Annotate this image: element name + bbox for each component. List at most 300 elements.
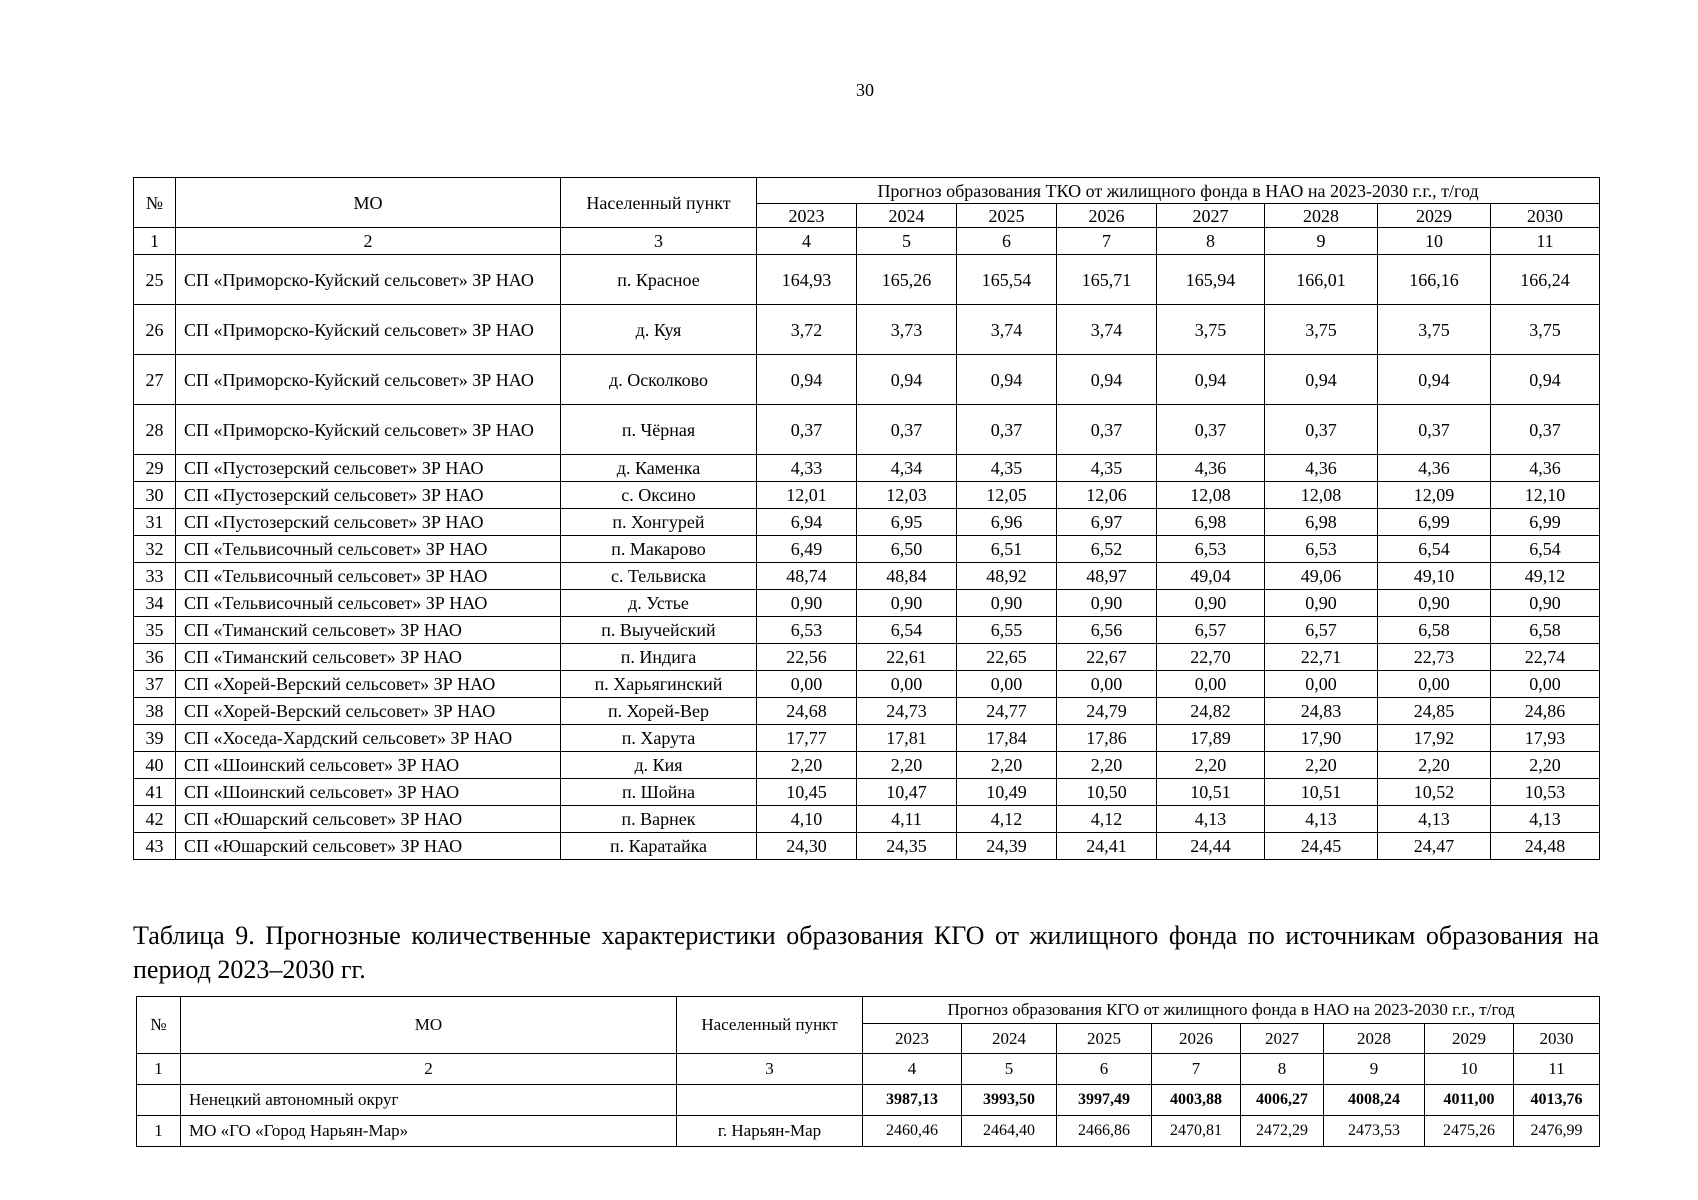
row-value: 0,94 bbox=[857, 355, 957, 405]
row-value: 4,12 bbox=[957, 806, 1057, 833]
row-value: 4013,76 bbox=[1514, 1085, 1600, 1116]
row-value: 6,98 bbox=[1157, 509, 1265, 536]
column-number: 3 bbox=[677, 1054, 863, 1085]
row-value: 3,72 bbox=[757, 305, 857, 355]
row-value: 0,37 bbox=[1057, 405, 1157, 455]
row-settlement: п. Шойна bbox=[561, 779, 757, 806]
column-number: 6 bbox=[1057, 1054, 1152, 1085]
row-value: 24,77 bbox=[957, 698, 1057, 725]
row-value: 48,84 bbox=[857, 563, 957, 590]
column-number: 1 bbox=[134, 228, 176, 255]
row-value: 24,45 bbox=[1265, 833, 1378, 860]
row-mo: СП «Тельвисочный сельсовет» ЗР НАО bbox=[176, 590, 561, 617]
row-settlement: п. Харьягинский bbox=[561, 671, 757, 698]
row-value: 17,84 bbox=[957, 725, 1057, 752]
row-mo: Ненецкий автономный округ bbox=[181, 1085, 677, 1116]
row-number: 43 bbox=[134, 833, 176, 860]
row-number: 35 bbox=[134, 617, 176, 644]
table-row bbox=[137, 1116, 1600, 1147]
row-value: 4,13 bbox=[1157, 806, 1265, 833]
row-value: 12,08 bbox=[1265, 482, 1378, 509]
row-value: 24,79 bbox=[1057, 698, 1157, 725]
row-mo: СП «Пустозерский сельсовет» ЗР НАО bbox=[176, 455, 561, 482]
row-value: 24,48 bbox=[1491, 833, 1600, 860]
year-header: 2023 bbox=[863, 1024, 962, 1054]
year-header: 2027 bbox=[1241, 1024, 1324, 1054]
row-value: 6,53 bbox=[1265, 536, 1378, 563]
row-number: 34 bbox=[134, 590, 176, 617]
row-value: 3,75 bbox=[1265, 305, 1378, 355]
row-value: 0,00 bbox=[1057, 671, 1157, 698]
row-value: 4,13 bbox=[1378, 806, 1491, 833]
row-value: 3987,13 bbox=[863, 1085, 962, 1116]
row-value: 24,83 bbox=[1265, 698, 1378, 725]
row-mo: СП «Приморско-Куйский сельсовет» ЗР НАО bbox=[176, 305, 561, 355]
row-value: 22,61 bbox=[857, 644, 957, 671]
row-value: 6,97 bbox=[1057, 509, 1157, 536]
table-row bbox=[134, 405, 1600, 455]
row-mo: СП «Тиманский сельсовет» ЗР НАО bbox=[176, 617, 561, 644]
row-value: 2470,81 bbox=[1152, 1116, 1241, 1147]
page-number: 30 bbox=[856, 80, 874, 100]
table-row bbox=[134, 671, 1600, 698]
year-header: 2030 bbox=[1491, 204, 1600, 228]
row-value: 6,58 bbox=[1491, 617, 1600, 644]
row-number: 37 bbox=[134, 671, 176, 698]
row-value: 22,65 bbox=[957, 644, 1057, 671]
row-value: 0,90 bbox=[1378, 590, 1491, 617]
row-value: 48,92 bbox=[957, 563, 1057, 590]
row-value: 12,05 bbox=[957, 482, 1057, 509]
table-row bbox=[134, 536, 1600, 563]
row-settlement: п. Выучейский bbox=[561, 617, 757, 644]
year-header: 2026 bbox=[1152, 1024, 1241, 1054]
row-value: 2,20 bbox=[1378, 752, 1491, 779]
year-header: 2030 bbox=[1514, 1024, 1600, 1054]
row-settlement: п. Варнек bbox=[561, 806, 757, 833]
row-value: 2,20 bbox=[1265, 752, 1378, 779]
row-value: 24,47 bbox=[1378, 833, 1491, 860]
header-forecast-group: Прогноз образования ТКО от жилищного фонда в НАО на 2023-2030 г.г., т/год bbox=[757, 178, 1600, 204]
row-value: 2,20 bbox=[957, 752, 1057, 779]
row-value: 6,99 bbox=[1378, 509, 1491, 536]
row-value: 4003,88 bbox=[1152, 1085, 1241, 1116]
row-value: 6,58 bbox=[1378, 617, 1491, 644]
row-value: 165,54 bbox=[957, 255, 1057, 305]
row-mo: СП «Шоинский сельсовет» ЗР НАО bbox=[176, 752, 561, 779]
header-mo: МО bbox=[176, 178, 561, 228]
waste-forecast-table bbox=[133, 177, 1600, 860]
row-value: 0,00 bbox=[1265, 671, 1378, 698]
row-settlement: д. Устье bbox=[561, 590, 757, 617]
row-number: 26 bbox=[134, 305, 176, 355]
table-row bbox=[134, 617, 1600, 644]
row-mo: СП «Тельвисочный сельсовет» ЗР НАО bbox=[176, 563, 561, 590]
row-number: 27 bbox=[134, 355, 176, 405]
row-settlement: д. Каменка bbox=[561, 455, 757, 482]
row-value: 4,35 bbox=[1057, 455, 1157, 482]
row-value: 10,47 bbox=[857, 779, 957, 806]
row-value: 49,10 bbox=[1378, 563, 1491, 590]
row-value: 10,52 bbox=[1378, 779, 1491, 806]
bulky-waste-forecast-table bbox=[136, 996, 1600, 1147]
column-number: 9 bbox=[1265, 228, 1378, 255]
row-value: 12,03 bbox=[857, 482, 957, 509]
table-row bbox=[134, 305, 1600, 355]
row-value: 10,51 bbox=[1265, 779, 1378, 806]
row-value: 6,53 bbox=[757, 617, 857, 644]
header-no: № bbox=[137, 997, 181, 1054]
row-number bbox=[137, 1085, 181, 1116]
year-header: 2029 bbox=[1378, 204, 1491, 228]
row-value: 6,94 bbox=[757, 509, 857, 536]
column-number: 1 bbox=[137, 1054, 181, 1085]
row-value: 6,54 bbox=[1491, 536, 1600, 563]
table-row bbox=[134, 563, 1600, 590]
row-value: 0,94 bbox=[1491, 355, 1600, 405]
row-value: 2,20 bbox=[757, 752, 857, 779]
row-settlement: п. Красное bbox=[561, 255, 757, 305]
row-value: 10,51 bbox=[1157, 779, 1265, 806]
row-value: 6,98 bbox=[1265, 509, 1378, 536]
row-settlement: с. Тельвиска bbox=[561, 563, 757, 590]
column-number: 11 bbox=[1491, 228, 1600, 255]
row-settlement: п. Индига bbox=[561, 644, 757, 671]
row-value: 6,57 bbox=[1157, 617, 1265, 644]
row-settlement: п. Харута bbox=[561, 725, 757, 752]
row-value: 49,04 bbox=[1157, 563, 1265, 590]
row-mo: СП «Пустозерский сельсовет» ЗР НАО bbox=[176, 509, 561, 536]
row-mo: СП «Хорей-Верский сельсовет» ЗР НАО bbox=[176, 671, 561, 698]
row-value: 24,35 bbox=[857, 833, 957, 860]
row-settlement: д. Осколково bbox=[561, 355, 757, 405]
row-value: 22,67 bbox=[1057, 644, 1157, 671]
row-number: 36 bbox=[134, 644, 176, 671]
row-value: 0,00 bbox=[957, 671, 1057, 698]
row-value: 6,55 bbox=[957, 617, 1057, 644]
column-number: 8 bbox=[1157, 228, 1265, 255]
row-value: 10,53 bbox=[1491, 779, 1600, 806]
row-value: 0,94 bbox=[957, 355, 1057, 405]
row-value: 2460,46 bbox=[863, 1116, 962, 1147]
column-number: 7 bbox=[1057, 228, 1157, 255]
row-value: 4,36 bbox=[1265, 455, 1378, 482]
row-value: 4,13 bbox=[1491, 806, 1600, 833]
year-header: 2026 bbox=[1057, 204, 1157, 228]
row-value: 24,41 bbox=[1057, 833, 1157, 860]
row-value: 6,95 bbox=[857, 509, 957, 536]
row-mo: СП «Хоседа-Хардский сельсовет» ЗР НАО bbox=[176, 725, 561, 752]
row-value: 12,09 bbox=[1378, 482, 1491, 509]
row-value: 0,94 bbox=[757, 355, 857, 405]
column-number: 11 bbox=[1514, 1054, 1600, 1085]
row-value: 4011,00 bbox=[1425, 1085, 1514, 1116]
row-value: 24,44 bbox=[1157, 833, 1265, 860]
row-value: 2,20 bbox=[1057, 752, 1157, 779]
row-mo: СП «Приморско-Куйский сельсовет» ЗР НАО bbox=[176, 355, 561, 405]
year-header: 2028 bbox=[1265, 204, 1378, 228]
row-value: 48,74 bbox=[757, 563, 857, 590]
row-value: 6,50 bbox=[857, 536, 957, 563]
row-value: 164,93 bbox=[757, 255, 857, 305]
row-value: 0,94 bbox=[1157, 355, 1265, 405]
table-row bbox=[137, 1085, 1600, 1116]
row-settlement: д. Куя bbox=[561, 305, 757, 355]
row-value: 0,90 bbox=[1057, 590, 1157, 617]
table-row bbox=[134, 752, 1600, 779]
row-value: 22,74 bbox=[1491, 644, 1600, 671]
row-value: 0,90 bbox=[1491, 590, 1600, 617]
row-mo: МО «ГО «Город Нарьян-Мар» bbox=[181, 1116, 677, 1147]
row-value: 10,45 bbox=[757, 779, 857, 806]
table-row bbox=[134, 644, 1600, 671]
header-mo: МО bbox=[181, 997, 677, 1054]
table-row bbox=[134, 833, 1600, 860]
row-value: 165,26 bbox=[857, 255, 957, 305]
row-value: 17,89 bbox=[1157, 725, 1265, 752]
row-value: 12,10 bbox=[1491, 482, 1600, 509]
row-value: 3993,50 bbox=[962, 1085, 1057, 1116]
row-settlement: п. Каратайка bbox=[561, 833, 757, 860]
row-value: 0,00 bbox=[1491, 671, 1600, 698]
table-row bbox=[134, 590, 1600, 617]
row-settlement: с. Оксино bbox=[561, 482, 757, 509]
row-number: 40 bbox=[134, 752, 176, 779]
row-value: 2466,86 bbox=[1057, 1116, 1152, 1147]
row-number: 28 bbox=[134, 405, 176, 455]
row-value: 24,30 bbox=[757, 833, 857, 860]
row-value: 22,71 bbox=[1265, 644, 1378, 671]
row-value: 0,94 bbox=[1378, 355, 1491, 405]
row-value: 166,16 bbox=[1378, 255, 1491, 305]
row-number: 1 bbox=[137, 1116, 181, 1147]
row-value: 3,75 bbox=[1378, 305, 1491, 355]
row-settlement: п. Хонгурей bbox=[561, 509, 757, 536]
row-value: 0,00 bbox=[757, 671, 857, 698]
row-mo: СП «Пустозерский сельсовет» ЗР НАО bbox=[176, 482, 561, 509]
row-value: 48,97 bbox=[1057, 563, 1157, 590]
header-no: № bbox=[134, 178, 176, 228]
row-value: 0,37 bbox=[857, 405, 957, 455]
year-header: 2025 bbox=[1057, 1024, 1152, 1054]
header-settlement: Населенный пункт bbox=[561, 178, 757, 228]
row-value: 12,01 bbox=[757, 482, 857, 509]
row-value: 3,75 bbox=[1491, 305, 1600, 355]
row-value: 165,71 bbox=[1057, 255, 1157, 305]
row-value: 0,37 bbox=[1265, 405, 1378, 455]
row-value: 12,08 bbox=[1157, 482, 1265, 509]
row-value: 6,96 bbox=[957, 509, 1057, 536]
column-number: 2 bbox=[181, 1054, 677, 1085]
column-number: 10 bbox=[1378, 228, 1491, 255]
row-number: 31 bbox=[134, 509, 176, 536]
table-row bbox=[134, 482, 1600, 509]
column-number: 8 bbox=[1241, 1054, 1324, 1085]
table-row bbox=[134, 455, 1600, 482]
row-value: 6,56 bbox=[1057, 617, 1157, 644]
row-number: 25 bbox=[134, 255, 176, 305]
header-settlement: Населенный пункт bbox=[677, 997, 863, 1054]
table-caption: Таблица 9. Прогнозные количественные характеристики образования КГО от жилищного фонда по источникам образования на период 2023–2030 гг. bbox=[133, 921, 1599, 984]
row-mo: СП «Приморско-Куйский сельсовет» ЗР НАО bbox=[176, 255, 561, 305]
row-value: 6,57 bbox=[1265, 617, 1378, 644]
row-value: 165,94 bbox=[1157, 255, 1265, 305]
row-value: 2464,40 bbox=[962, 1116, 1057, 1147]
column-number: 2 bbox=[176, 228, 561, 255]
row-value: 3,73 bbox=[857, 305, 957, 355]
row-value: 17,77 bbox=[757, 725, 857, 752]
table-row bbox=[134, 509, 1600, 536]
row-value: 0,90 bbox=[757, 590, 857, 617]
row-value: 17,92 bbox=[1378, 725, 1491, 752]
row-value: 0,37 bbox=[957, 405, 1057, 455]
row-value: 4,36 bbox=[1157, 455, 1265, 482]
row-value: 4,36 bbox=[1491, 455, 1600, 482]
row-mo: СП «Приморско-Куйский сельсовет» ЗР НАО bbox=[176, 405, 561, 455]
row-value: 0,94 bbox=[1057, 355, 1157, 405]
row-value: 2473,53 bbox=[1324, 1116, 1425, 1147]
row-value: 2,20 bbox=[1491, 752, 1600, 779]
row-value: 6,51 bbox=[957, 536, 1057, 563]
table-row bbox=[134, 806, 1600, 833]
row-mo: СП «Тельвисочный сельсовет» ЗР НАО bbox=[176, 536, 561, 563]
column-number: 10 bbox=[1425, 1054, 1514, 1085]
row-settlement: п. Хорей-Вер bbox=[561, 698, 757, 725]
year-header: 2024 bbox=[962, 1024, 1057, 1054]
row-value: 6,49 bbox=[757, 536, 857, 563]
row-value: 6,54 bbox=[1378, 536, 1491, 563]
table-row bbox=[134, 725, 1600, 752]
column-number: 7 bbox=[1152, 1054, 1241, 1085]
row-value: 12,06 bbox=[1057, 482, 1157, 509]
row-value: 166,24 bbox=[1491, 255, 1600, 305]
column-number: 9 bbox=[1324, 1054, 1425, 1085]
row-number: 42 bbox=[134, 806, 176, 833]
row-value: 24,82 bbox=[1157, 698, 1265, 725]
row-value: 49,12 bbox=[1491, 563, 1600, 590]
header-forecast-group: Прогноз образования КГО от жилищного фонда в НАО на 2023-2030 г.г., т/год bbox=[863, 997, 1600, 1024]
row-value: 2,20 bbox=[857, 752, 957, 779]
row-mo: СП «Тиманский сельсовет» ЗР НАО bbox=[176, 644, 561, 671]
row-value: 0,94 bbox=[1265, 355, 1378, 405]
row-value: 17,86 bbox=[1057, 725, 1157, 752]
row-value: 22,70 bbox=[1157, 644, 1265, 671]
table-row bbox=[134, 779, 1600, 806]
column-number: 3 bbox=[561, 228, 757, 255]
row-value: 0,90 bbox=[1157, 590, 1265, 617]
year-header: 2027 bbox=[1157, 204, 1265, 228]
column-number: 6 bbox=[957, 228, 1057, 255]
row-value: 166,01 bbox=[1265, 255, 1378, 305]
row-value: 6,53 bbox=[1157, 536, 1265, 563]
row-value: 6,52 bbox=[1057, 536, 1157, 563]
row-number: 33 bbox=[134, 563, 176, 590]
row-value: 6,99 bbox=[1491, 509, 1600, 536]
row-value: 4,35 bbox=[957, 455, 1057, 482]
year-header: 2028 bbox=[1324, 1024, 1425, 1054]
row-value: 6,54 bbox=[857, 617, 957, 644]
year-header: 2023 bbox=[757, 204, 857, 228]
year-header: 2029 bbox=[1425, 1024, 1514, 1054]
row-value: 3,75 bbox=[1157, 305, 1265, 355]
row-value: 4,36 bbox=[1378, 455, 1491, 482]
row-number: 30 bbox=[134, 482, 176, 509]
row-mo: СП «Юшарский сельсовет» ЗР НАО bbox=[176, 833, 561, 860]
column-number: 4 bbox=[863, 1054, 962, 1085]
row-value: 0,90 bbox=[957, 590, 1057, 617]
row-value: 4,10 bbox=[757, 806, 857, 833]
row-value: 2476,99 bbox=[1514, 1116, 1600, 1147]
row-value: 17,90 bbox=[1265, 725, 1378, 752]
row-value: 17,81 bbox=[857, 725, 957, 752]
year-header: 2025 bbox=[957, 204, 1057, 228]
row-value: 4,34 bbox=[857, 455, 957, 482]
row-value: 4008,24 bbox=[1324, 1085, 1425, 1116]
year-header: 2024 bbox=[857, 204, 957, 228]
row-number: 29 bbox=[134, 455, 176, 482]
row-value: 0,37 bbox=[1157, 405, 1265, 455]
row-value: 4006,27 bbox=[1241, 1085, 1324, 1116]
row-value: 4,33 bbox=[757, 455, 857, 482]
row-value: 0,00 bbox=[1378, 671, 1491, 698]
row-number: 38 bbox=[134, 698, 176, 725]
row-value: 3,74 bbox=[1057, 305, 1157, 355]
row-value: 0,00 bbox=[1157, 671, 1265, 698]
row-value: 3,74 bbox=[957, 305, 1057, 355]
row-mo: СП «Хорей-Верский сельсовет» ЗР НАО bbox=[176, 698, 561, 725]
row-value: 0,37 bbox=[757, 405, 857, 455]
table-row bbox=[134, 698, 1600, 725]
row-value: 0,90 bbox=[857, 590, 957, 617]
row-settlement: п. Макарово bbox=[561, 536, 757, 563]
row-value: 2,20 bbox=[1157, 752, 1265, 779]
row-settlement: п. Чёрная bbox=[561, 405, 757, 455]
row-number: 41 bbox=[134, 779, 176, 806]
row-value: 4,11 bbox=[857, 806, 957, 833]
row-settlement: д. Кия bbox=[561, 752, 757, 779]
row-value: 2472,29 bbox=[1241, 1116, 1324, 1147]
row-settlement: г. Нарьян-Мар bbox=[677, 1116, 863, 1147]
row-value: 49,06 bbox=[1265, 563, 1378, 590]
row-mo: СП «Юшарский сельсовет» ЗР НАО bbox=[176, 806, 561, 833]
column-number: 5 bbox=[857, 228, 957, 255]
row-value: 0,90 bbox=[1265, 590, 1378, 617]
row-value: 22,73 bbox=[1378, 644, 1491, 671]
table-row bbox=[134, 255, 1600, 305]
row-value: 10,50 bbox=[1057, 779, 1157, 806]
row-value: 0,37 bbox=[1491, 405, 1600, 455]
row-number: 39 bbox=[134, 725, 176, 752]
row-value: 24,68 bbox=[757, 698, 857, 725]
row-number: 32 bbox=[134, 536, 176, 563]
column-number: 5 bbox=[962, 1054, 1057, 1085]
row-value: 17,93 bbox=[1491, 725, 1600, 752]
row-value: 3997,49 bbox=[1057, 1085, 1152, 1116]
row-value: 24,73 bbox=[857, 698, 957, 725]
row-value: 2475,26 bbox=[1425, 1116, 1514, 1147]
row-settlement bbox=[677, 1085, 863, 1116]
column-number: 4 bbox=[757, 228, 857, 255]
row-value: 0,37 bbox=[1378, 405, 1491, 455]
row-value: 24,85 bbox=[1378, 698, 1491, 725]
row-value: 24,39 bbox=[957, 833, 1057, 860]
table-row bbox=[134, 355, 1600, 405]
row-value: 4,12 bbox=[1057, 806, 1157, 833]
row-value: 22,56 bbox=[757, 644, 857, 671]
row-mo: СП «Шоинский сельсовет» ЗР НАО bbox=[176, 779, 561, 806]
row-value: 10,49 bbox=[957, 779, 1057, 806]
row-value: 4,13 bbox=[1265, 806, 1378, 833]
